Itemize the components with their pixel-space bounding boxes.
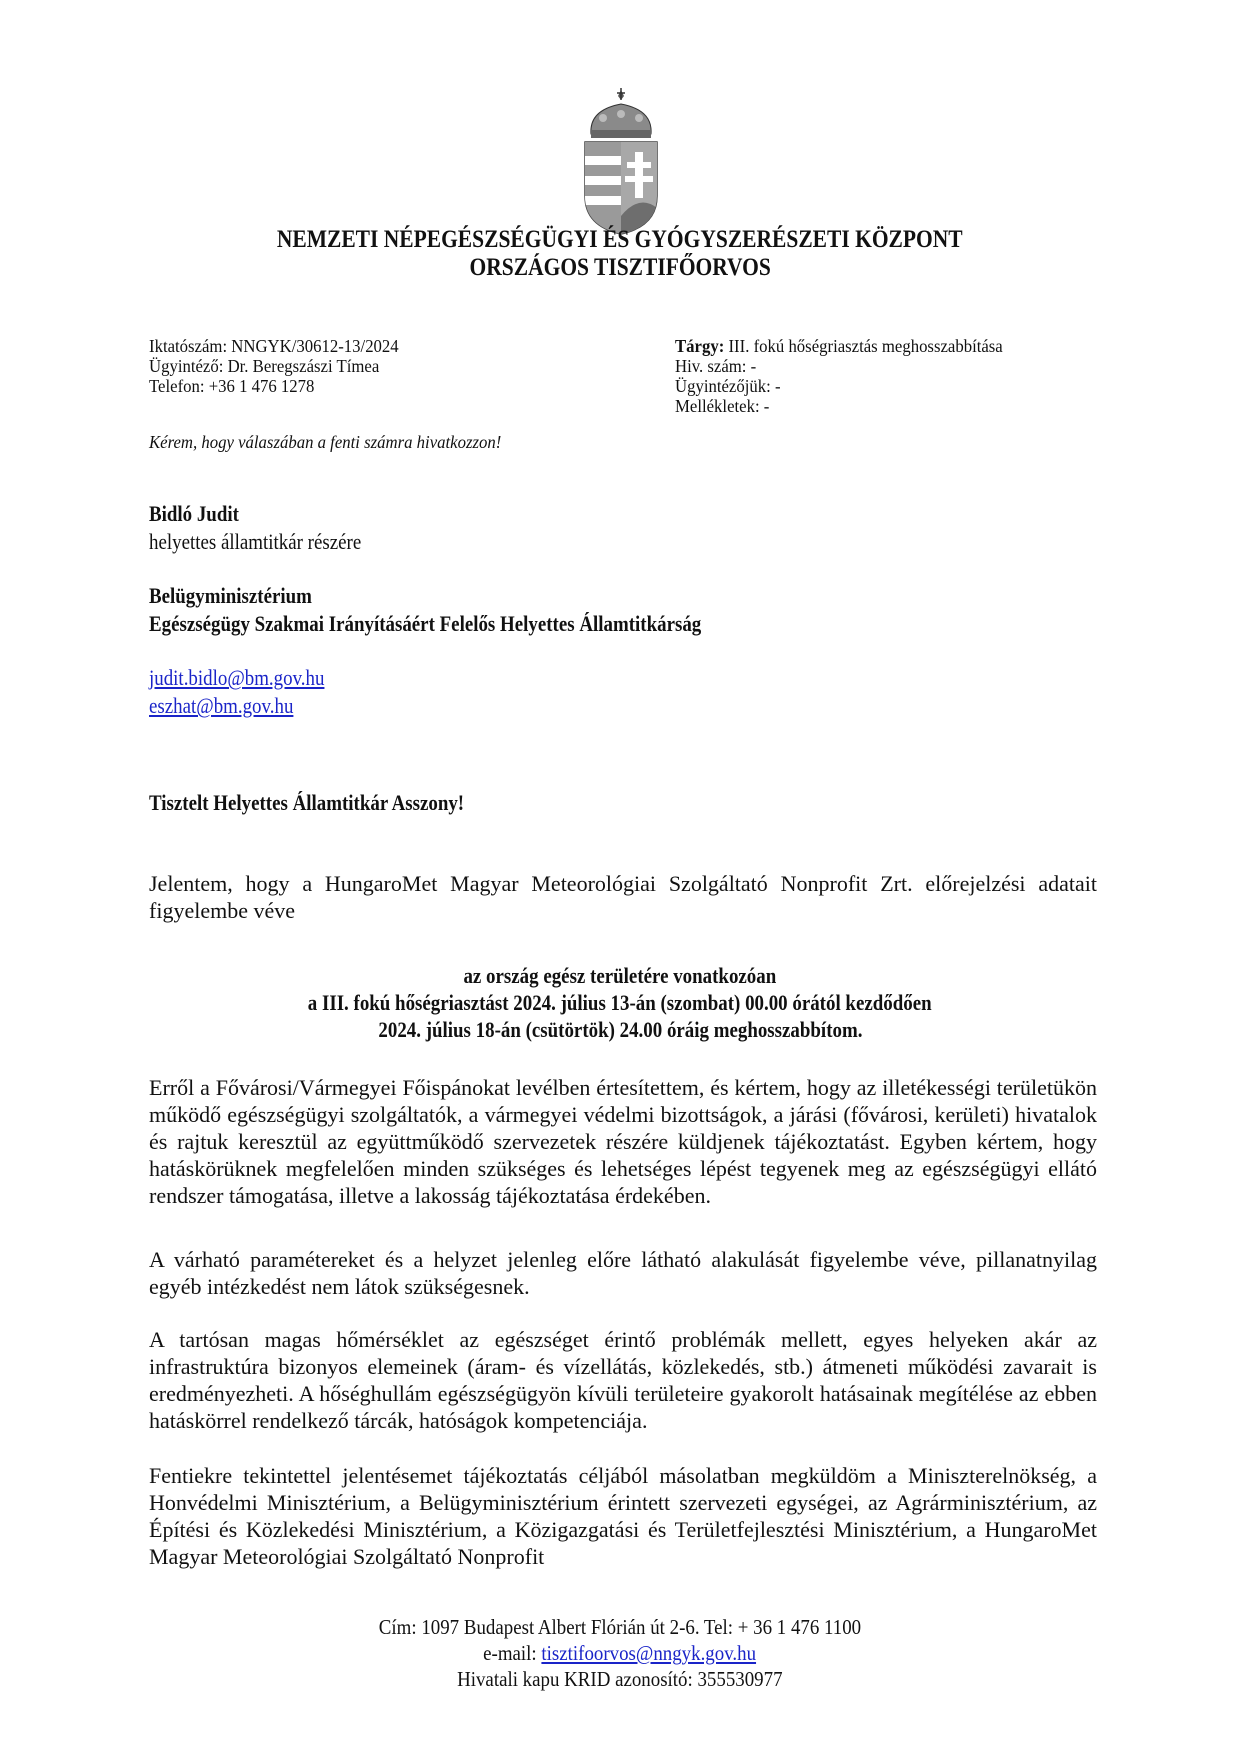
ministry-name: Belügyminisztérium bbox=[149, 583, 312, 608]
footer-address: Cím: 1097 Budapest Albert Flórián út 2-6. Tel: + 36 1 476 1100 bbox=[378, 1615, 862, 1639]
phone-number: Telefon: +36 1 476 1278 bbox=[149, 376, 315, 396]
their-officer: Ügyintézőjük: - bbox=[675, 376, 781, 396]
body-paragraph: Erről a Fővárosi/Vármegyei Főispánokat levélben értesítettem, és kértem, hogy az illetékességi területükön működő egészségügyi szolgáltatók, a vármegyei védelmi bizottságok, a járási (fővárosi, kerületi) hivatalok és rajtuk keresztül az együttműködő szervezetek részére küldjenek tájékoztatást. Egyben kértem, hogy hatáskörüknek megfelelően minden szükséges és lehetséges lépést tegyenek meg az egészségügyi ellátó rendszer támogatása, illetve a lakosság tájékoztatása érdekében. bbox=[149, 1075, 1097, 1208]
subject-value: III. fokú hőségriasztás meghosszabbítása bbox=[724, 336, 1003, 356]
addressee-org bbox=[149, 582, 791, 638]
subject-line bbox=[675, 336, 1003, 356]
declaration-line-2: a III. fokú hőségriasztást 2024. július 13-án (szombat) 00.00 órától kezdődően bbox=[308, 990, 932, 1015]
footer-email: e-mail: tisztifoorvos@nngyk.gov.hu bbox=[483, 1641, 757, 1665]
declaration-line-3: 2024. július 18-án (csütörtök) 24.00 óráig meghosszabbítom. bbox=[377, 1017, 863, 1042]
department-name: Egészségügy Szakmai Irányításáért Felelős Helyettes Államtitkárság bbox=[149, 611, 702, 636]
salutation: Tisztelt Helyettes Államtitkár Asszony! bbox=[149, 790, 465, 815]
footer-krid: Hivatali kapu KRID azonosító: 355530977 bbox=[457, 1667, 783, 1691]
footer-email-link[interactable]: tisztifoorvos@nngyk.gov.hu bbox=[541, 1641, 757, 1665]
subject-label: Tárgy: bbox=[675, 336, 725, 356]
meta-left bbox=[149, 336, 417, 396]
reference-number: Hiv. szám: - bbox=[675, 356, 757, 376]
body-paragraph: Fentiekre tekintettel jelentésemet tájékoztatás céljából másolatban megküldöm a Miniszterelnökség, a Honvédelmi Minisztérium, a Belügyminisztérium érintett szervezeti egységei, az Agrárminisztérium, az Építési és Közlekedési Minisztérium, a Közigazgatási és Területfejlesztési Minisztérium, a HungaroMet Magyar Meteorológiai Szolgáltató Nonprofit bbox=[149, 1463, 1097, 1569]
hungarian-coat-of-arms-icon bbox=[577, 86, 665, 236]
body-paragraph: A várható paramétereket és a helyzet jelenleg előre látható alakulását figyelembe véve, pillanatnyilag egyéb intézkedést nem látok szükségesnek. bbox=[149, 1247, 1097, 1299]
addressee-emails bbox=[149, 664, 353, 720]
org-subtitle: ORSZÁGOS TISZTIFŐORVOS bbox=[469, 254, 771, 281]
intro-paragraph: Jelentem, hogy a HungaroMet Magyar Meteorológiai Szolgáltató Nonprofit Zrt. előrejelzési adatait figyelembe véve bbox=[149, 871, 1097, 923]
email-link[interactable]: judit.bidlo@bm.gov.hu bbox=[149, 665, 325, 690]
addressee-title: helyettes államtitkár részére bbox=[149, 529, 362, 554]
body-paragraph: A tartósan magas hőmérséklet az egészséget érintő problémák mellett, egyes helyeken akár az infrastruktúra bizonyos elemeinek (áram- és vízellátás, közlekedés, stb.) átmeneti működési zavarait is eredményezheti. A hőséghullám egészségügyön kívüli területeire gyakorolt hatásainak megítélése az ebben hatáskörrel rendelkező tárcák, hatóságok kompetenciája. bbox=[149, 1327, 1097, 1433]
addressee-name: Bidló Judit bbox=[149, 501, 239, 526]
declaration-line-1: az ország egész területére vonatkozóan bbox=[463, 963, 777, 988]
reference-note: Kérem, hogy válaszában a fenti számra hivatkozzon! bbox=[149, 432, 502, 452]
email-link[interactable]: eszhat@bm.gov.hu bbox=[149, 693, 294, 718]
meta-right bbox=[675, 336, 1027, 416]
attachments: Mellékletek: - bbox=[675, 396, 770, 416]
case-officer: Ügyintéző: Dr. Beregszászi Tímea bbox=[149, 356, 380, 376]
addressee-block bbox=[149, 500, 396, 556]
registry-number: Iktatószám: NNGYK/30612-13/2024 bbox=[149, 336, 399, 356]
org-name: NEMZETI NÉPEGÉSZSÉGÜGYI ÉS GYÓGYSZERÉSZETI KÖZPONT bbox=[277, 226, 963, 253]
